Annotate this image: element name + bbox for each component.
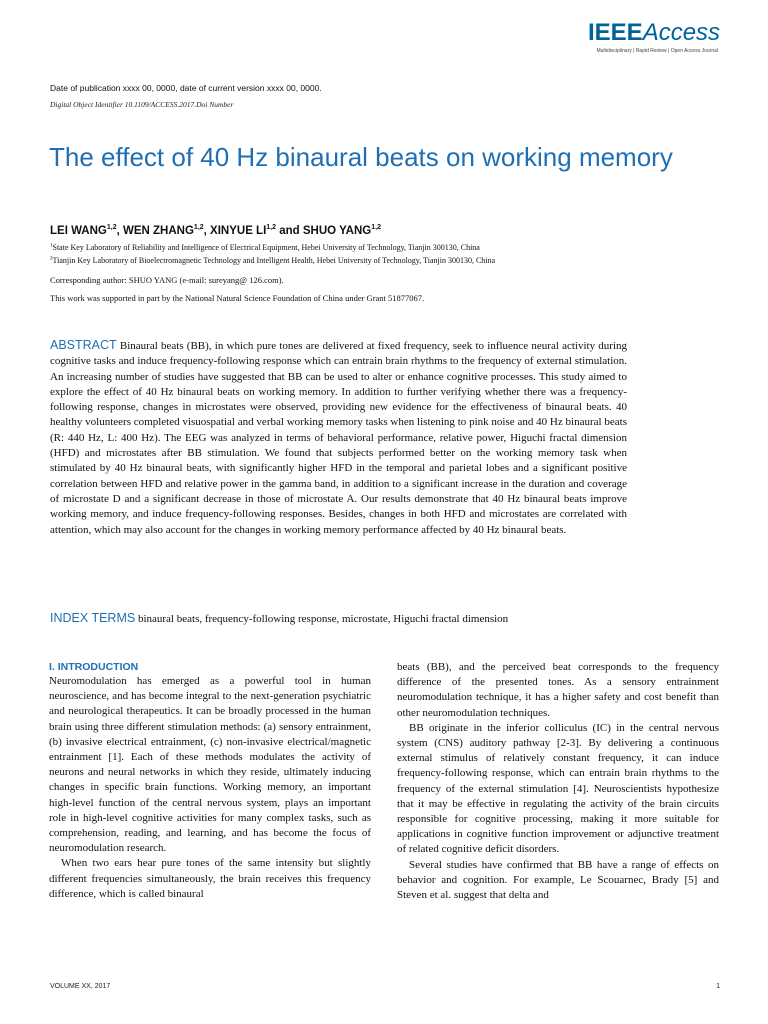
affiliation-2	[50, 256, 495, 265]
author-list	[50, 224, 381, 237]
paragraph: beats (BB), and the perceived beat corresponds to the frequency difference of the presented tones. As a sensory entrainment neuromodulation technique, it has a higher safety and cost benefit than other neuromodulation techniques.	[397, 661, 719, 719]
page-number: 1	[716, 983, 720, 990]
funding-note: This work was supported in part by the National Natural Science Foundation of China under Grant 51877067.	[50, 293, 425, 303]
publication-date: Date of publication xxxx 00, 0000, date of current version xxxx 00, 0000.	[50, 83, 322, 93]
ieee-access-logo	[588, 19, 721, 54]
author-separator: and	[276, 224, 303, 237]
body-column-right	[397, 660, 719, 903]
logo-brand-ieee: IEEE	[588, 19, 643, 46]
logo-brand-access: Access	[642, 19, 721, 46]
abstract	[50, 338, 627, 538]
logo-tagline: Multidisciplinary | Rapid Review | Open Access Journal	[596, 48, 718, 54]
author-affiliation-mark: 1,2	[371, 224, 381, 231]
index-terms-heading: INDEX TERMS	[50, 611, 136, 625]
author-name: XINYUE LI	[210, 224, 267, 237]
author-affiliation-mark: 1,2	[193, 224, 204, 231]
affiliation-text: Tianjin Key Laboratory of Bioelectromagnetic Technology and Intelligent Health, Hebei University of Technology, Tianjin 300130, China	[52, 256, 496, 265]
paragraph: BB originate in the inferior colliculus (IC) in the central nervous system (CNS) auditory pathway [2-3]. By delivering a continuous external stimulus of relatively constant frequency, it can induce frequency-following response, which can entrain brain rhythms to the frequency of the external stimulation [4]. Neuroscientists hypothesize that it may be effective in regulating the activity of the brain circuits responsible for cognitive processing, making it more suitable for applications in cognitive function improvement or adjunctive treatment of related cognitive deficit disorders.	[397, 721, 719, 856]
corresponding-author: Corresponding author: SHUO YANG (e-mail: sureyang@ 126.com).	[50, 275, 284, 285]
author-affiliation-mark: 1,2	[266, 224, 277, 231]
affiliation-mark: 2	[50, 256, 53, 262]
doi-line: Digital Object Identifier 10.1109/ACCESS.2017.Doi Number	[50, 100, 234, 109]
author-name: SHUO YANG	[302, 224, 372, 237]
abstract-text: Binaural beats (BB), in which pure tones are delivered at fixed frequency, seek to influence neural activity during cognitive tasks and induce frequency-following response which can entrain brain rhythms to the frequency of external stimulation. An increasing number of studies have suggested that BB can be used to alter or enhance cognitive processes. This study aimed to explore the effect of 40 Hz binaural beats on working memory. In addition to further verifying whether there was a frequency-following response, changes in microstates were observed, providing new evidence for the effectiveness of binaural beats. 40 healthy volunteers completed visuospatial and verbal working memory tasks when listening to pink noise and 40 Hz binaural beats (R: 440 Hz, L: 400 Hz). The EEG was analyzed in terms of behavioral performance, relative power, Higuchi fractal dimension (HFD) and microstates after BB stimulation. We found that subjects performed better on the working memory task when stimulated by 40 Hz binaural beats, with significantly higher HFD in the temporal and parietal lobes and a significant positive correlation between HFD and relative power in the gamma band, in addition to a significant increase in the duration and coverage of microstate D and a significant decrease in those of microstate A. Our results demonstrate that 40 Hz binaural beats improve working memory, and induce frequency-following responses. Besides, changes in both HFD and microstates are correlated with attention, which may also account for the changes in working memory performance affected by 40 Hz binaural beats.	[50, 340, 628, 536]
affiliation-text: State Key Laboratory of Reliability and Intelligence of Electrical Equipment, Hebei University of Technology, Tianjin 300130, China	[52, 243, 480, 252]
index-terms-text: binaural beats, frequency-following response, microstate, Higuchi fractal dimension	[137, 613, 509, 625]
author-separator: ,	[203, 224, 211, 237]
author-separator: ,	[116, 224, 123, 237]
paragraph: Several studies have confirmed that BB have a range of effects on behavior and cognition. For example, Le Scouarnec, Brady [5] and Steven et al. suggest that delta and	[397, 858, 719, 902]
body-column-left	[49, 660, 371, 902]
author-affiliation-mark: 1,2	[106, 224, 117, 231]
paragraph: When two ears hear pure tones of the same intensity but slightly different frequencies simultaneously, the brain receives this frequency difference, which is called binaural	[49, 857, 371, 900]
author-name: LEI WANG	[50, 224, 107, 237]
affiliation-mark: 1	[50, 243, 53, 249]
section-heading-introduction: I. INTRODUCTION	[49, 661, 139, 673]
footer-volume: VOLUME XX, 2017	[50, 983, 111, 990]
abstract-heading: ABSTRACT	[50, 338, 117, 352]
index-terms	[50, 611, 650, 625]
author-name: WEN ZHANG	[123, 224, 194, 237]
affiliation-1	[50, 243, 480, 252]
paper-title: The effect of 40 Hz binaural beats on working memory	[49, 142, 673, 172]
paragraph: Neuromodulation has emerged as a powerful tool in human neuroscience, and has become integral to the next-generation psychiatric and neurological therapeutics. It can be broadly processed in the human brain using three different stimulation methods: (a) sensory entrainment, (b) invasive electrical entrainment, (c) non-invasive electrical/magnetic entrainment [1]. Each of these methods modulates the activity of neurons and neural networks in which they reside, ultimately inducing changes in specific brain functions. Working memory, an important high-level function of the central nervous system, plays an important role in high-level cognitive activities for many complex tasks, such as comprehension, reading, and learning, and has become the focus of neuromodulation research.	[49, 675, 371, 855]
